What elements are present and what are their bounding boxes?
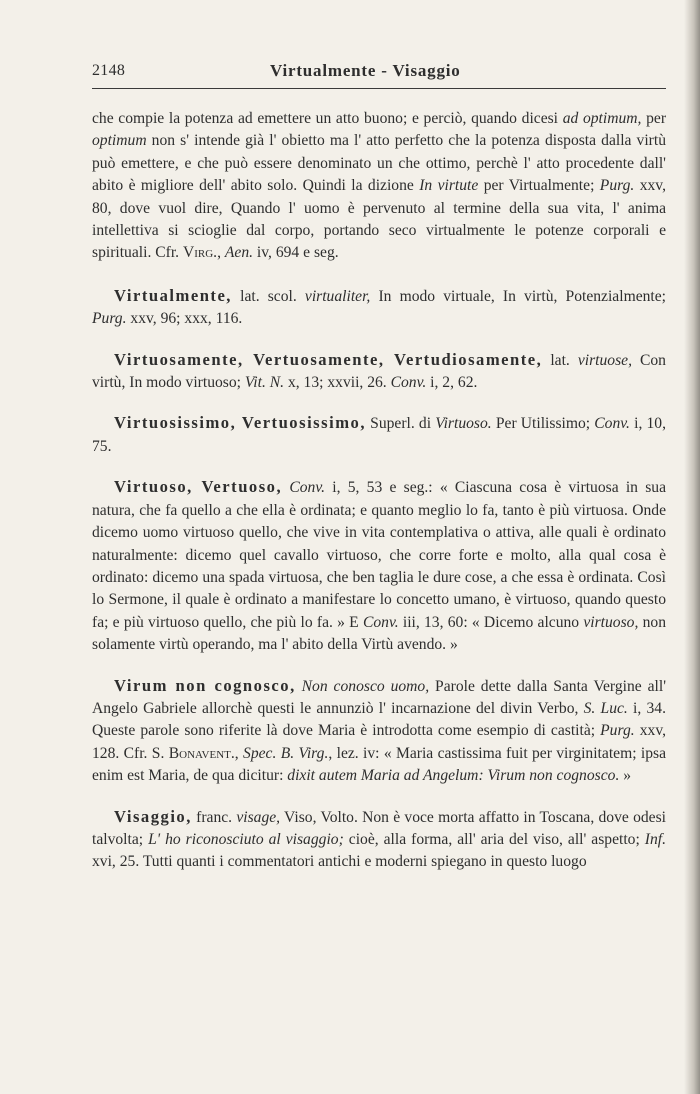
- running-head: Virtualmente - Visaggio: [270, 61, 461, 80]
- page-edge-shadow: [684, 0, 700, 1094]
- entry-virtuosamente: Virtuosamente, Vertuosamente, Vertudiosamente, lat. virtuose, Con virtù, In modo virtuoso; Vit. N. x, 13; xxvii, 26. Conv. i, 2, 62.: [92, 349, 666, 392]
- page-header: [92, 58, 666, 89]
- continued-paragraph: che compie la potenza ad emettere un atto buono; e perciò, quando dicesi ad optimum, per optimum non s' intende già l' obietto ma l' atto perfetto che la potenza disposta dalla virtù può emettere, e che può essere denominato un che ottimo, perchè l' atto procedente dall' abito è migliore dell' abito solo. Quindi la dizione In virtute per Virtualmente; Purg. xxv, 80, dove vuol dire, Quando l' uomo è pervenuto al termine della sua vita, l' anima intellettiva si scioglie dal corpo, portando seco virtualmente le potenze corporali e spirituali. Cfr. Virg., Aen. iv, 694 e seg.: [92, 110, 667, 262]
- page-number: 2148: [92, 62, 126, 79]
- entry-headword: Virtuosamente, Vertuosamente, Vertudiosamente,: [114, 349, 543, 369]
- entry-virtuosissimo: Virtuosissimo, Vertuosissimo, Superl. di Virtuoso. Per Utilissimo; Conv. i, 10, 75.: [92, 413, 666, 455]
- entry-virtuoso: Virtuoso, Vertuoso, Conv. i, 5, 53 e seg.: « Ciascuna cosa è virtuosa in sua natura, che fa quello a che ella è ordinata; e quanto meglio lo fa, tanto è più virtuosa. Onde dicemo uomo virtuoso quello, che vive in vita contemplativa o attiva, alle quali è ordinato naturalmente: dicemo quel cavallo virtuoso, che corre forte e molto, alla qual cosa è ordinato: dicemo una spada virtuosa, che ben taglia le dure cose, a che essa è ordinata. Così lo Sermone, il quale è ordinato a manifestare lo concetto umano, è virtuoso, quando questo fa; e più virtuoso quello, che più lo fa. » E Conv. iii, 13, 60: « Dicemo alcuno virtuoso, non solamente virtù operando, ma l' abito della Virtù avendo. »: [92, 477, 666, 654]
- entry-virtualmente: Virtualmente, lat. scol. virtualiter, In modo virtuale, In virtù, Potenzialmente; Purg. xxv, 96; xxx, 116.: [92, 285, 666, 328]
- entry-headword: Virtualmente,: [114, 285, 232, 305]
- page-body: [92, 108, 666, 892]
- entry-headword: Virum non cognosco,: [114, 675, 296, 695]
- entry-headword: Visaggio,: [114, 806, 192, 826]
- entry-virum-non-cognosco: Virum non cognosco, Non conosco uomo, Parole dette dalla Santa Vergine all' Angelo Gabriele allorchè questi le annunziò l' incarnazione del divin Verbo, S. Luc. i, 34. Queste parole sono riferite là dove Maria è introdotta come esempio di castità; Purg. xxv, 128. Cfr. S. Bonavent., Spec. B. Virg., lez. iv: « Maria castissima fuit per virginitatem; ipsa enim est Maria, de qua dicitur: dixit autem Maria ad Angelum: Virum non cognosco. »: [92, 675, 666, 785]
- entry-headword: Virtuoso, Vertuoso,: [114, 477, 283, 497]
- entry-headword: Virtuosissimo, Vertuosissimo,: [114, 413, 366, 433]
- entry-visaggio: Visaggio, franc. visage, Viso, Volto. Non è voce morta affatto in Toscana, dove odesi talvolta; L' ho riconosciuto al visaggio; cioè, alla forma, all' aria del viso, all' aspetto; Inf. xvi, 25. Tutti quanti i commentatori antichi e moderni spiegano in questo luogo: [92, 806, 666, 871]
